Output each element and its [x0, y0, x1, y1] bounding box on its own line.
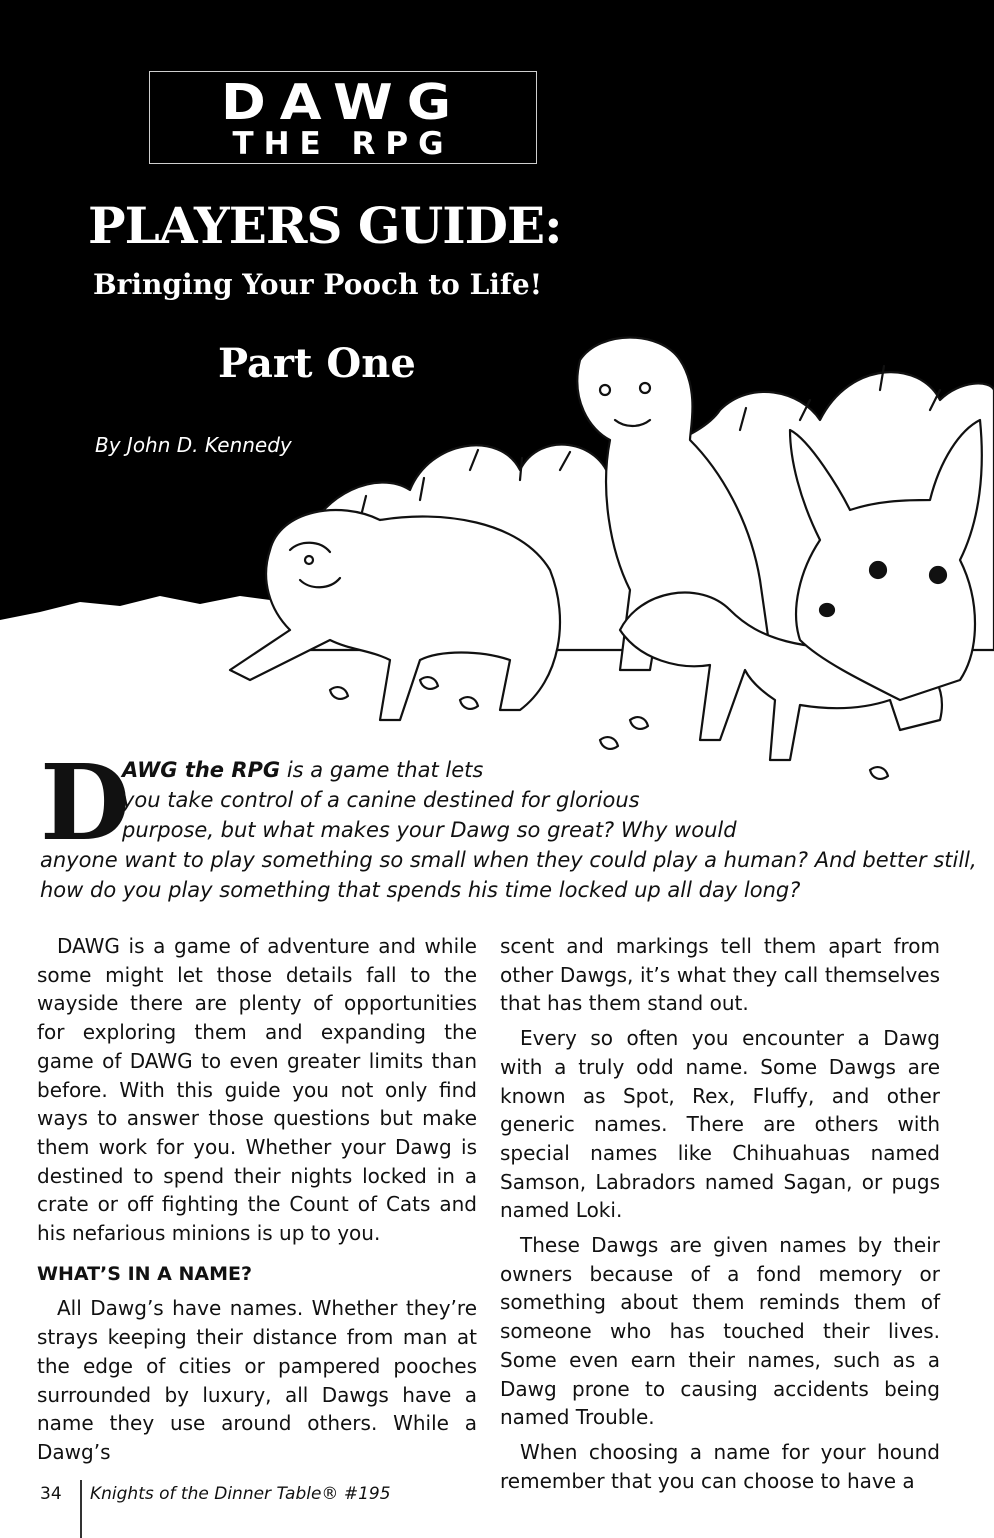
intro-line-4: anyone want to play something so small when they could play a human? And better still,	[40, 848, 977, 872]
body-paragraph: DAWG is a game of adventure and while some might let those details fall to the wayside there are plenty of opportunities for exploring them and expanding the game of DAWG to even greater limits than before. With this guide you not only find ways to answer those questions but make them work for you. Whether your Dawg is destined to spend their nights locked in a crate or off fighting the Count of Cats and his nefarious minions is up to you.	[37, 934, 477, 1246]
logo-line-the-rpg: THE RPG	[232, 125, 454, 162]
body-paragraph: These Dawgs are given names by their owners because of a fond memory or something about them reminds them of someone who has touched their lives. Some even earn their names, such as a Dawg prone to causing accidents being named Trouble.	[500, 1233, 940, 1430]
article-byline: By John D. Kennedy	[95, 433, 292, 457]
drop-cap: D	[40, 741, 131, 864]
right-column	[500, 932, 940, 1501]
intro-line-3: purpose, but what makes your Dawg so great? Why would	[122, 818, 737, 842]
left-column	[37, 932, 477, 1473]
body-paragraph: Every so often you encounter a Dawg with a truly odd name. Some Dawgs are known as Spot, Rex, Fluffy, and other generic names. There are others with special names like Chihuahuas named Samson, Labradors named Sagan, or pugs named Loki.	[500, 1026, 940, 1223]
intro-paragraph	[40, 741, 977, 905]
logo-line-dawg: DAWG	[220, 73, 466, 131]
page-number: 34	[40, 1484, 62, 1504]
intro-game-name: AWG the RPG	[122, 758, 281, 782]
body-paragraph: All Dawg’s have names. Whether they’re strays keeping their distance from man at the edge of cities or pampered pooches surrounded by luxury, all Dawgs have a name they use around others. While a Dawg’s	[37, 1296, 477, 1464]
intro-line-1	[40, 755, 950, 785]
intro-lead-rest: is a game that lets	[280, 758, 484, 782]
article-title: PLAYERS GUIDE:	[88, 196, 562, 255]
section-heading: WHAT’S IN A NAME?	[37, 1262, 252, 1285]
article-subtitle: Bringing Your Pooch to Life!	[93, 268, 543, 301]
dawg-logo	[149, 71, 537, 164]
article-part: Part One	[218, 340, 416, 387]
footer-divider	[80, 1480, 82, 1538]
magazine-title: Knights of the Dinner Table® #195	[90, 1484, 391, 1504]
body-paragraph: scent and markings tell them apart from other Dawgs, it’s what they call themselves that has them stand out.	[500, 934, 940, 1016]
bulldog-shape	[230, 510, 560, 720]
intro-line-2: you take control of a canine destined for glorious	[122, 788, 640, 812]
intro-line-5: how do you play something that spends his time locked up all day long?	[40, 878, 801, 902]
body-paragraph: When choosing a name for your hound remember that you can choose to have a	[500, 1439, 940, 1493]
dogs-illustration	[0, 320, 994, 820]
